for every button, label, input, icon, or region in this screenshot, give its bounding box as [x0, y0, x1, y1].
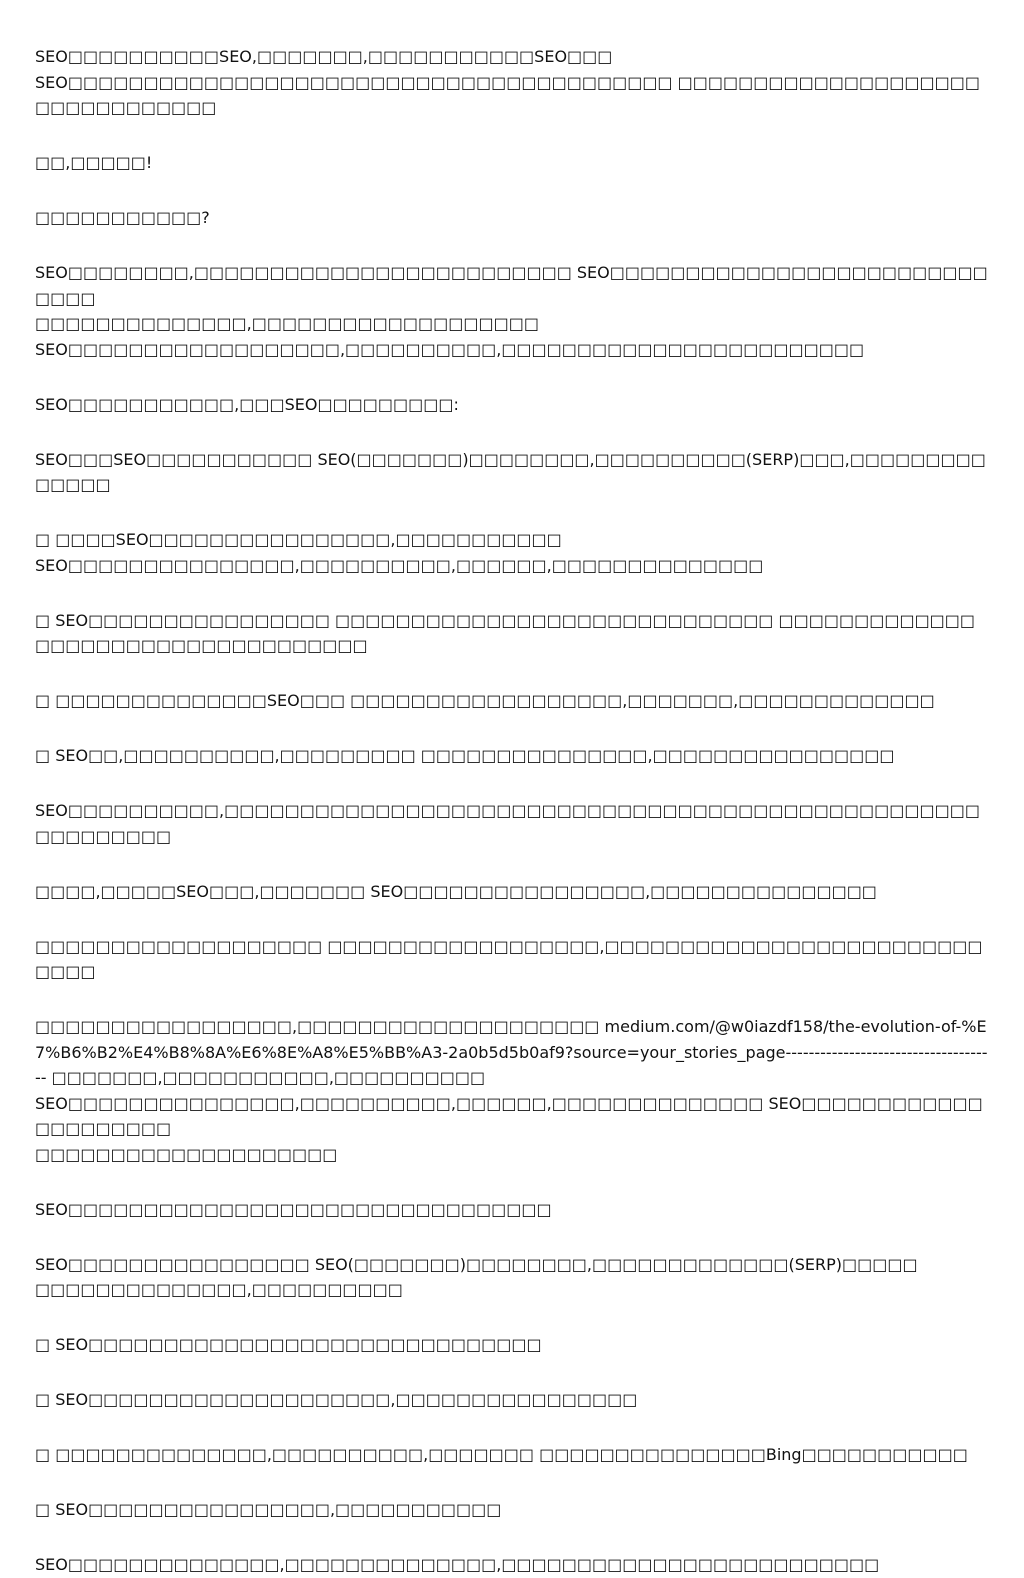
paragraph-2: □□,□□□□□! [35, 153, 153, 172]
bullet-paragraph-6: □ SEO□□□□□□□□□□□□□□□□□□□□,□□□□□□□□□□□□□□□□ [35, 1390, 638, 1409]
bullet-paragraph-1: □ □□□□SEO□□□□□□□□□□□□□□□□,□□□□□□□□□□□ SEO□□□□□□□□□□□□□□□,□□□□□□□□□□,□□□□□□,□□□□□□□□□□□□□□ [35, 530, 764, 575]
bullet-paragraph-3: □ □□□□□□□□□□□□□□SEO□□□ □□□□□□□□□□□□□□□□□□,□□□□□□□,□□□□□□□□□□□□□ [35, 691, 935, 710]
paragraph-7: SEO□□□□□□□□□□,□□□□□□□□□□□□□□□□□□□□□□□□□□□□□□□□□□□□□□□□□□□□□□□□□□□□□□□□□□□ [35, 801, 980, 846]
paragraph-6: SEO□□□SEO□□□□□□□□□□□ SEO(□□□□□□□)□□□□□□□□,□□□□□□□□□□(SERP)□□□,□□□□□□□□□□□□□□ [35, 449, 986, 494]
paragraph-5: SEO□□□□□□□□□□□,□□□SEO□□□□□□□□□: [35, 394, 459, 414]
paragraph-3: □□□□□□□□□□□? [35, 208, 210, 227]
document-body [35, 44, 989, 1578]
paragraph-10: SEO□□□□□□□□□□□□□□□□□□□□□□□□□□□□□□□□ [35, 1199, 552, 1219]
bullet-paragraph-2: □ SEO□□□□□□□□□□□□□□□□ □□□□□□□□□□□□□□□□□□□□□□□□□□□□□ □□□□□□□□□□□□□□□□□□□□□□□□□□□□□□□□□□□ [35, 610, 976, 655]
bullet-paragraph-5: □ SEO□□□□□□□□□□□□□□□□□□□□□□□□□□□□□□ [35, 1335, 542, 1354]
paragraph-4: SEO□□□□□□□□,□□□□□□□□□□□□□□□□□□□□□□□□□ SEO□□□□□□□□□□□□□□□□□□□□□□□□□□□□□ □□□□□□□□□□□□□□,□□□□□□□□□□□□□□□□□□□ SEO□□□□□□□□□□□□□□□□□□,□□□□□□□□□□,□□□□□□□□□□□□□□□□□□□□□□□□ [35, 263, 988, 359]
bullet-paragraph-8: □ SEO□□□□□□□□□□□□□□□□,□□□□□□□□□□□ [35, 1500, 502, 1519]
paragraph-12: SEO□□□□□□□□□□□□□□,□□□□□□□□□□□□□□,□□□□□□□□□□□□□□□□□□□□□□□□□ [35, 1555, 880, 1574]
paragraph-9: □□□□□□□□□□□□□□□□□□□ □□□□□□□□□□□□□□□□□□,□□□□□□□□□□□□□□□□□□□□□□□□□□□□□ [35, 936, 983, 981]
paragraph-1: SEO□□□□□□□□□□SEO,□□□□□□□,□□□□□□□□□□□SEO□□□ SEO□□□□□□□□□□□□□□□□□□□□□□□□□□□□□□□□□□□□□□□□ □□□□□□□□□□□□□□□□□□□□□□□□□□□□□□□□ [35, 47, 980, 117]
paragraph-8: □□□□,□□□□□SEO□□□,□□□□□□□ SEO□□□□□□□□□□□□□□□□,□□□□□□□□□□□□□□□ [35, 881, 877, 901]
bullet-paragraph-7: □ □□□□□□□□□□□□□□,□□□□□□□□□□,□□□□□□□ □□□□□□□□□□□□□□□Bing□□□□□□□□□□□ [35, 1445, 968, 1464]
paragraph-with-link: □□□□□□□□□□□□□□□□□,□□□□□□□□□□□□□□□□□□□□ medium.com/@w0iazdf158/the-evolution-of-%E7%B6%B2%E4%B8%8A%E6%8E%A8%E5%BB%A3-2a0b5d5b0af9?source=your_stories_page------------------------------------- □□□□□□□,□□□□□□□□□□□,□□□□□□□□□□ SEO□□□□□□□□□□□□□□□,□□□□□□□□□□,□□□□□□,□□□□□□□□□□□□□□ SEO□□□□□□□□□□□□□□□□□□□□□ □□□□□□□□□□□□□□□□□□□□ [35, 1017, 988, 1164]
bullet-paragraph-4: □ SEO□□,□□□□□□□□□□,□□□□□□□□□ □□□□□□□□□□□□□□□,□□□□□□□□□□□□□□□□ [35, 746, 895, 765]
paragraph-11: SEO□□□□□□□□□□□□□□□□ SEO(□□□□□□□)□□□□□□□□,□□□□□□□□□□□□□(SERP)□□□□□ □□□□□□□□□□□□□□,□□□□□□□□□□ [35, 1254, 918, 1299]
